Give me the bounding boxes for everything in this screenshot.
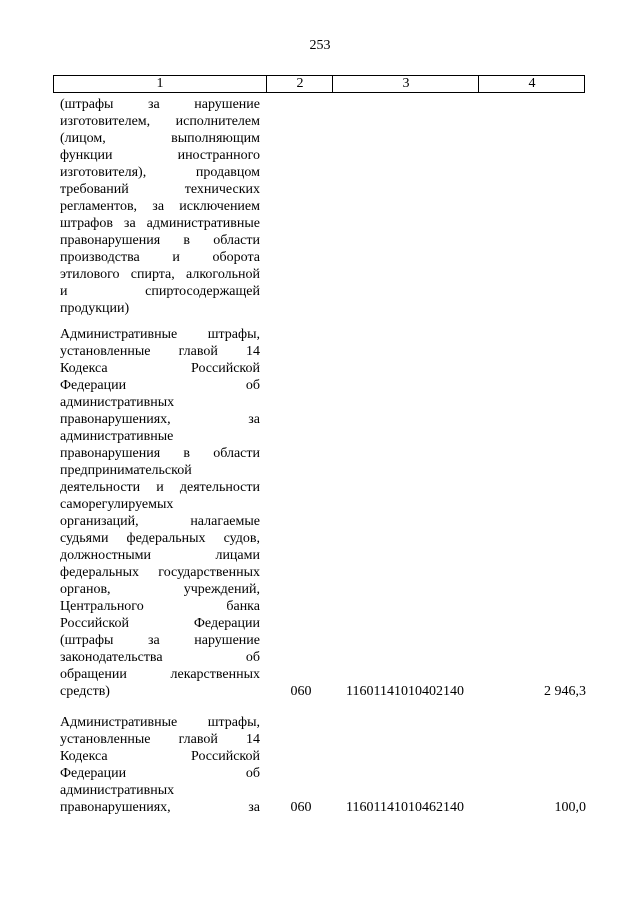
header-col-1: 1	[156, 76, 164, 91]
text-line: деятельности и деятельности	[60, 480, 260, 495]
header-col-3: 3	[332, 76, 479, 92]
row-2-description	[60, 326, 260, 700]
text-line: штрафов за административные	[60, 216, 260, 231]
text-line: административных	[60, 783, 175, 798]
text-line: административных	[60, 395, 175, 410]
text-line: Административные штрафы,	[60, 715, 260, 730]
text-line: Федерации об	[60, 766, 260, 781]
text-line: правонарушениях, за	[60, 412, 260, 427]
header-col-2: 2	[266, 76, 333, 92]
row-2-col-4: 2 946,3	[544, 684, 586, 699]
row-3-description	[60, 714, 260, 816]
text-line: изготовителем, исполнителем	[60, 114, 260, 129]
text-line: органов, учреждений,	[60, 582, 260, 597]
text-line: обращении лекарственных	[60, 667, 260, 682]
text-line: и спиртосодержащей	[60, 284, 260, 299]
text-line: (штрафы за нарушение	[60, 633, 260, 648]
page-number: 253	[309, 38, 331, 53]
text-line: правонарушения в области	[60, 233, 260, 248]
text-line: (лицом, выполняющим	[60, 131, 260, 146]
text-line: продукции)	[60, 301, 130, 316]
row-3-col-2: 060	[290, 800, 312, 815]
text-line: функции иностранного	[60, 148, 260, 163]
row-2-col-3: 11601141010402140	[346, 684, 464, 699]
text-line: установленные главой 14	[60, 732, 260, 747]
text-line: предпринимательской	[60, 463, 192, 478]
text-line: организаций, налагаемые	[60, 514, 260, 529]
text-line: Федерации об	[60, 378, 260, 393]
text-line: федеральных государственных	[60, 565, 260, 580]
text-line: законодательства об	[60, 650, 260, 665]
row-1-description	[60, 96, 260, 317]
text-line: судьями федеральных судов,	[60, 531, 260, 546]
text-line: должностными лицами	[60, 548, 260, 563]
text-line: установленные главой 14	[60, 344, 260, 359]
header-col-4: 4	[478, 76, 585, 92]
text-line: правонарушениях, за	[60, 800, 260, 815]
text-line: (штрафы за нарушение	[60, 97, 260, 112]
text-line: регламентов, за исключением	[60, 199, 260, 214]
text-line: Кодекса Российской	[60, 361, 260, 376]
text-line: Российской Федерации	[60, 616, 260, 631]
row-3-col-4: 100,0	[554, 800, 586, 815]
table-header-row	[53, 75, 585, 93]
text-line: этилового спирта, алкогольной	[60, 267, 260, 282]
text-line: требований технических	[60, 182, 260, 197]
text-line: производства и оборота	[60, 250, 260, 265]
text-line: изготовителя), продавцом	[60, 165, 260, 180]
text-line: административные	[60, 429, 174, 444]
text-line: средств)	[60, 684, 110, 699]
text-line: саморегулируемых	[60, 497, 174, 512]
text-line: Центрального банка	[60, 599, 260, 614]
text-line: Кодекса Российской	[60, 749, 260, 764]
row-2-col-2: 060	[290, 684, 312, 699]
text-line: правонарушения в области	[60, 446, 260, 461]
text-line: Административные штрафы,	[60, 327, 260, 342]
row-3-col-3: 11601141010462140	[346, 800, 464, 815]
